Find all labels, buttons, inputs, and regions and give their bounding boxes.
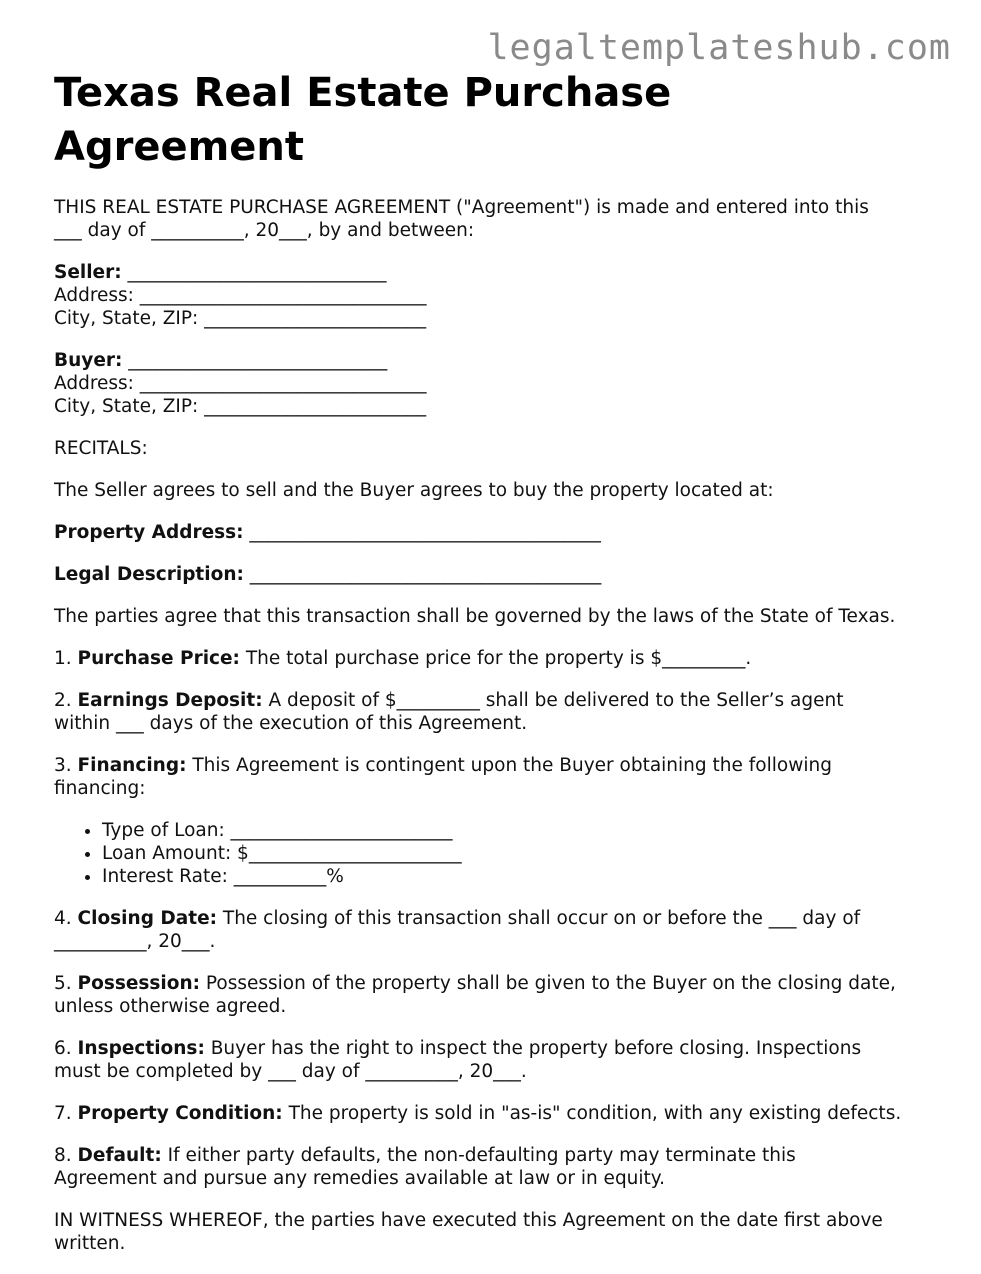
clause-text: The total purchase price for the property is $_________. — [239, 648, 752, 669]
property-address-blank: ______________________________________ — [243, 522, 601, 543]
document-body — [54, 66, 934, 1274]
clause-label: Property Condition: — [77, 1103, 283, 1124]
clause-number: 5. — [54, 973, 78, 994]
document-title: Texas Real Estate Purchase Agreement — [54, 70, 672, 170]
clause-label: Possession: — [77, 973, 201, 994]
clause-line — [54, 754, 934, 777]
clause-line: must be completed by ___ day of __________, 20___. — [54, 1061, 527, 1082]
witness-paragraph — [54, 1209, 934, 1255]
clause-line — [54, 972, 934, 995]
clause-text: Possession of the property shall be given to the Buyer on the closing date, — [200, 973, 896, 994]
clause-label: Earnings Deposit: — [77, 690, 263, 711]
clause-text: If either party defaults, the non-defaulting party may terminate this — [161, 1145, 796, 1166]
clause-label: Closing Date: — [77, 908, 218, 929]
seller-city-line: City, State, ZIP: ________________________ — [54, 308, 427, 329]
clause-text: A deposit of $_________ shall be delivered to the Seller’s agent — [262, 690, 844, 711]
clause-label: Financing: — [77, 755, 187, 776]
clause-line — [54, 907, 934, 930]
governing-law-text: The parties agree that this transaction shall be governed by the laws of the State of Texas. — [54, 606, 896, 627]
clause-text: Buyer has the right to inspect the property before closing. Inspections — [204, 1038, 862, 1059]
financing-list — [54, 819, 934, 888]
clause-line: within ___ days of the execution of this Agreement. — [54, 713, 528, 734]
legal-description-blank: ______________________________________ — [243, 564, 602, 585]
property-address-label: Property Address: — [54, 522, 244, 543]
clause-line: Agreement and pursue any remedies available at law or in equity. — [54, 1168, 665, 1189]
property-address-line — [54, 521, 934, 544]
seller-name-line — [54, 261, 934, 284]
clause-possession — [54, 972, 934, 1018]
clause-text: The property is sold in "as-is" condition, with any existing defects. — [282, 1103, 902, 1124]
clause-line: financing: — [54, 778, 146, 799]
clause-label: Default: — [77, 1145, 162, 1166]
clause-number: 4. — [54, 908, 78, 929]
clause-line: __________, 20___. — [54, 931, 216, 952]
clause-number: 2. — [54, 690, 78, 711]
clause-line — [54, 1037, 934, 1060]
seller-block — [54, 261, 934, 330]
recitals-heading: RECITALS: — [54, 438, 148, 459]
buyer-label: Buyer: — [54, 350, 123, 371]
watermark: legaltemplateshub.com — [487, 28, 951, 68]
recitals-text: The Seller agrees to sell and the Buyer agrees to buy the property located at: — [54, 480, 774, 501]
clause-number: 7. — [54, 1103, 78, 1124]
seller-name-blank: ____________________________ — [121, 262, 387, 283]
intro-line-2: ___ day of __________, 20___, by and between: — [54, 220, 475, 241]
intro-paragraph — [54, 196, 934, 242]
clause-line — [54, 689, 934, 712]
clause-number: 8. — [54, 1145, 78, 1166]
clause-line: unless otherwise agreed. — [54, 996, 287, 1017]
list-item: • Loan Amount: $_______________________ — [102, 842, 934, 865]
clause-text: This Agreement is contingent upon the Buyer obtaining the following — [186, 755, 832, 776]
legal-description-line — [54, 563, 934, 586]
intro-line-1: THIS REAL ESTATE PURCHASE AGREEMENT ("Agreement") is made and entered into this — [54, 197, 869, 218]
clause-inspections — [54, 1037, 934, 1083]
witness-line-1: IN WITNESS WHEREOF, the parties have executed this Agreement on the date first above — [54, 1210, 883, 1231]
seller-address-line: Address: _______________________________ — [54, 285, 427, 306]
buyer-city-line: City, State, ZIP: ________________________ — [54, 396, 427, 417]
buyer-block — [54, 349, 934, 418]
buyer-name-line — [54, 349, 934, 372]
seller-label: Seller: — [54, 262, 122, 283]
clause-default — [54, 1144, 934, 1190]
clause-property-condition — [54, 1102, 934, 1125]
clause-text: The closing of this transaction shall occur on or before the ___ day of — [217, 908, 861, 929]
clause-number: 3. — [54, 755, 78, 776]
list-item: • Interest Rate: __________% — [102, 865, 934, 888]
clause-earnings-deposit — [54, 689, 934, 735]
clause-label: Purchase Price: — [77, 648, 240, 669]
witness-line-2: written. — [54, 1233, 126, 1254]
buyer-address-line: Address: _______________________________ — [54, 373, 427, 394]
clause-label: Inspections: — [77, 1038, 205, 1059]
clause-closing-date — [54, 907, 934, 953]
buyer-name-blank: ____________________________ — [122, 350, 388, 371]
clause-number: 1. — [54, 648, 78, 669]
legal-description-label: Legal Description: — [54, 564, 244, 585]
list-item: • Type of Loan: ________________________ — [102, 819, 934, 842]
clause-line — [54, 1144, 934, 1167]
clause-number: 6. — [54, 1038, 78, 1059]
clause-purchase-price — [54, 647, 934, 670]
clause-financing — [54, 754, 934, 800]
